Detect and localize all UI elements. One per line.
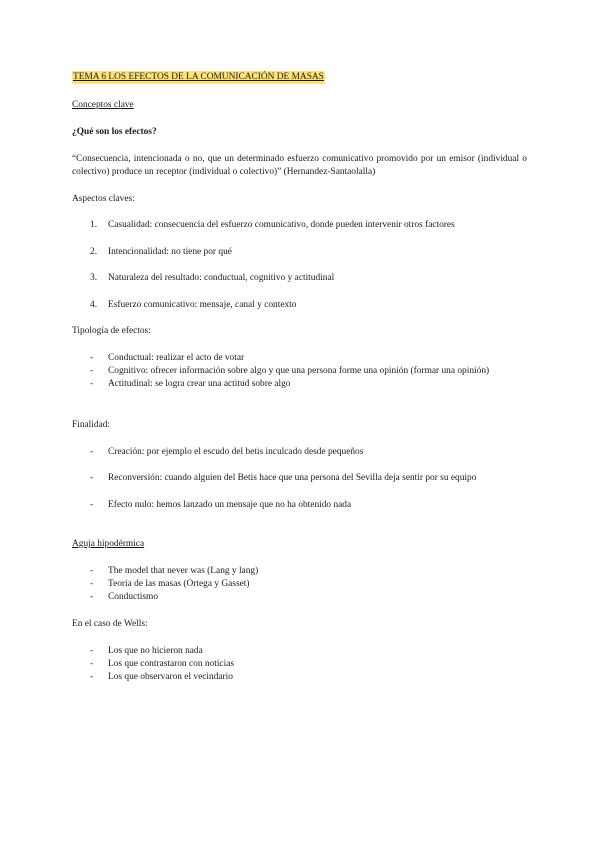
list-number: 3. (90, 273, 98, 283)
bullet-dash: - (90, 473, 94, 483)
bullet-dash: - (90, 579, 94, 589)
bullet-dash: - (90, 566, 94, 576)
list-number: 4. (90, 300, 98, 310)
list-item-text: Teoría de las masas (Ortega y Gasset) (108, 579, 250, 589)
section-heading-wells: En el caso de Wells: (72, 619, 148, 629)
bullet-dash: - (90, 353, 94, 363)
list-item-text: Casualidad: consecuencia del esfuerzo comunicativo, donde pueden intervenir otros factores (108, 220, 455, 230)
list-item-text: The model that never was (Lang y lang) (108, 566, 259, 576)
list-item-text: Conductual: realizar el acto de votar (108, 353, 245, 363)
bullet-dash: - (90, 379, 94, 389)
list-item-text: Intencionalidad: no tiene por qué (108, 247, 232, 257)
list-item-text: Actitudinal: se logra crear una actitud sobre algo (108, 379, 291, 389)
section-heading-aspectos: Aspectos claves: (72, 194, 135, 204)
section-heading-conceptos: Conceptos clave (72, 100, 134, 110)
question-heading: ¿Qué son los efectos? (72, 127, 157, 137)
list-number: 2. (90, 247, 98, 257)
definition-quote: “Consecuencia, intencionada o no, que un determinado esfuerzo comunicativo promovido por un emisor (individual o colectivo) produce un receptor (individual o colectivo)” (Hernandez-Santaolalla) (72, 154, 527, 177)
section-heading-tipologia: Tipología de efectos: (72, 326, 151, 336)
section-heading-finalidad: Finalidad: (72, 420, 111, 430)
document-title: TEMA 6 LOS EFECTOS DE LA COMUNICACIÓN DE MASAS (73, 72, 324, 82)
list-item-text: Esfuerzo comunicativo: mensaje, canal y contexto (108, 300, 297, 310)
bullet-dash: - (90, 672, 94, 682)
list-item-text: Los que observaron el vecindario (108, 672, 233, 682)
bullet-dash: - (90, 659, 94, 669)
list-item-text: Efecto nulo: hemos lanzado un mensaje que no ha obtenido nada (108, 500, 352, 510)
list-item-text: Reconversión: cuando alguien del Betis hace que una persona del Sevilla deja sentir por su equipo (108, 473, 477, 483)
bullet-dash: - (90, 500, 94, 510)
bullet-dash: - (90, 646, 94, 656)
section-heading-aguja: Aguja hipodérmica (72, 539, 145, 549)
list-item-text: Los que contrastaron con noticias (108, 659, 235, 669)
list-number: 1. (90, 220, 98, 230)
bullet-dash: - (90, 592, 94, 602)
list-item-text: Los que no hicieron nada (108, 646, 203, 656)
list-item-text: Cognitivo: ofrecer información sobre algo y que una persona forme una opinión (formar una opinión) (108, 366, 490, 376)
list-item-text: Naturaleza del resultado: conductual, cognitivo y actitudinal (108, 273, 335, 283)
list-item-text: Conductismo (108, 592, 159, 602)
bullet-dash: - (90, 447, 94, 457)
list-item-text: Creación: por ejemplo el escudo del betis inculcado desde pequeños (108, 447, 364, 457)
bullet-dash: - (90, 366, 94, 376)
